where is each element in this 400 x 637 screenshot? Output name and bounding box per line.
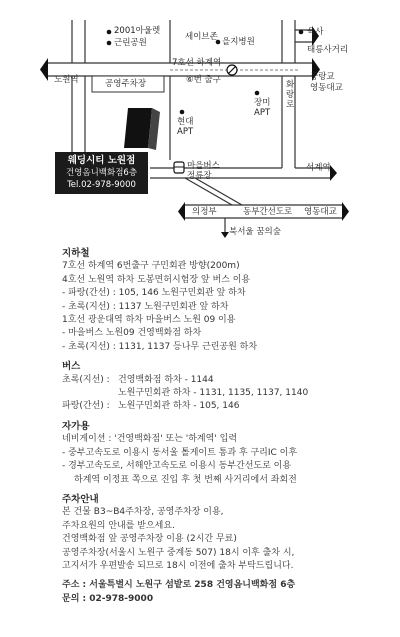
map-label-bukseoul: 북서울 꿈의숲 bbox=[229, 227, 281, 237]
bus-line: 초록(지선) : 건영백화점 하차 - 1144 bbox=[62, 374, 214, 385]
subway-line: 4호선 노원역 하차 도봉면허시험장 앞 버스 이용 bbox=[62, 274, 251, 285]
parking-line: 공영주차장(서울시 노원구 중계동 507) 18시 이후 출차 시, bbox=[62, 547, 295, 558]
car-line: 하계역 이정표 쪽으로 진입 후 첫 번째 사거리에서 좌회전 bbox=[74, 474, 297, 485]
bus-title: 버스 bbox=[62, 361, 81, 373]
map-label-village-bus: 마을버스 bbox=[187, 161, 220, 171]
store-label-box bbox=[55, 152, 148, 194]
parking-line: 고지서가 우편발송 되므로 18시 이전에 출차 부탁드립니다. bbox=[62, 560, 294, 571]
map-label-park: 근린공원 bbox=[114, 38, 147, 48]
subway-line: - 초록(지선) : 1131, 1137 등나무 근린공원 하차 bbox=[62, 341, 258, 352]
store-name: 웨딩시티 노원점 bbox=[67, 155, 136, 166]
map-label-exit6: ⑥번 출구 bbox=[186, 75, 221, 85]
bus-line: 노원구민회관 하차 - 1131, 1135, 1137, 1140 bbox=[118, 388, 309, 399]
subway-title: 지하철 bbox=[62, 248, 90, 259]
map-label-changmi-apt: APT bbox=[254, 108, 271, 118]
map-label-nowon-station: 노원역 bbox=[54, 75, 79, 85]
map-label-youngdong: 영동대교 bbox=[310, 83, 343, 93]
subway-line: - 파랑(간선) : 105, 146 노원구민회관 앞 하차 bbox=[62, 288, 246, 299]
map-label-jungnang: 중랑교 bbox=[310, 72, 335, 82]
subway-line: - 마을버스 노원09 건영백화점 하차 bbox=[62, 328, 202, 339]
map-label-eulji-hospital: 을지병원 bbox=[222, 37, 255, 47]
map-label-public-parking: 공영주차장 bbox=[105, 79, 147, 89]
directions-info bbox=[62, 247, 392, 606]
map-label-bus-stop: 정류장 bbox=[187, 171, 212, 181]
address: 주소 : 서울특별시 노원구 섬밭로 258 건영옴니백화점 6층 bbox=[62, 580, 296, 591]
parking-line: 건영백화점 앞 공영주차장 이용 (2시간 무료) bbox=[62, 534, 237, 545]
map-label-youngdong2: 영동대교 bbox=[304, 207, 337, 217]
map-label-uijeongbu: 의정부 bbox=[192, 207, 217, 217]
map-label-seokgye: 석계역 bbox=[306, 163, 331, 173]
parking-title: 주차안내 bbox=[62, 493, 99, 505]
location-map bbox=[0, 0, 400, 245]
map-label-2001outlet: 2001아울렛 bbox=[114, 26, 161, 36]
car-line: 네비게이션 : '건영백화점' 또는 '하계역' 입력 bbox=[62, 434, 238, 445]
bus-line: 파랑(간선) : 노원구민회관 하차 - 105, 146 bbox=[62, 401, 240, 412]
map-label-hwarangro: 화랑로 bbox=[286, 80, 295, 110]
map-label-dongbu: 동부간선도로 bbox=[243, 207, 293, 217]
store-floor: 건영옴니백화점6층 bbox=[65, 168, 138, 178]
car-line: - 경부고속도로, 서해안고속도로 이용시 동부간선도로 이용 bbox=[62, 461, 292, 472]
car-title: 자가용 bbox=[62, 420, 90, 432]
parking-line: 주차요원의 안내를 받으세요. bbox=[62, 520, 175, 531]
subway-line: 7호선 하계역 6번출구 구민회관 방향(200m) bbox=[62, 261, 240, 272]
map-label-yuksa: 육사 bbox=[307, 27, 324, 37]
map-label-hyundai: 현대 bbox=[177, 117, 194, 127]
map-label-taereung: 태릉사거리 bbox=[307, 45, 349, 55]
map-label-line7: 7호선 하계역 bbox=[172, 58, 222, 68]
phone: 문의 : 02-978-9000 bbox=[62, 593, 154, 604]
subway-line: - 초록(지선) : 1137 노원구민회관 앞 하차 bbox=[62, 301, 229, 312]
subway-line: 1호선 광운대역 하차 마을버스 노원 09 이용 bbox=[62, 315, 236, 326]
car-line: - 중부고속도로 이용시 동서울 톨게이트 통과 후 구리IC 이후 bbox=[62, 447, 298, 458]
parking-line: 본 건물 B3~B4주차장, 공영주차장 이용, bbox=[62, 507, 224, 518]
map-label-savezone: 세이브존 bbox=[185, 32, 218, 42]
map-label-changmi: 장미 bbox=[254, 98, 271, 108]
store-tel: Tel.02-978-9000 bbox=[67, 180, 136, 190]
map-label-hyundai-apt: APT bbox=[177, 127, 194, 137]
